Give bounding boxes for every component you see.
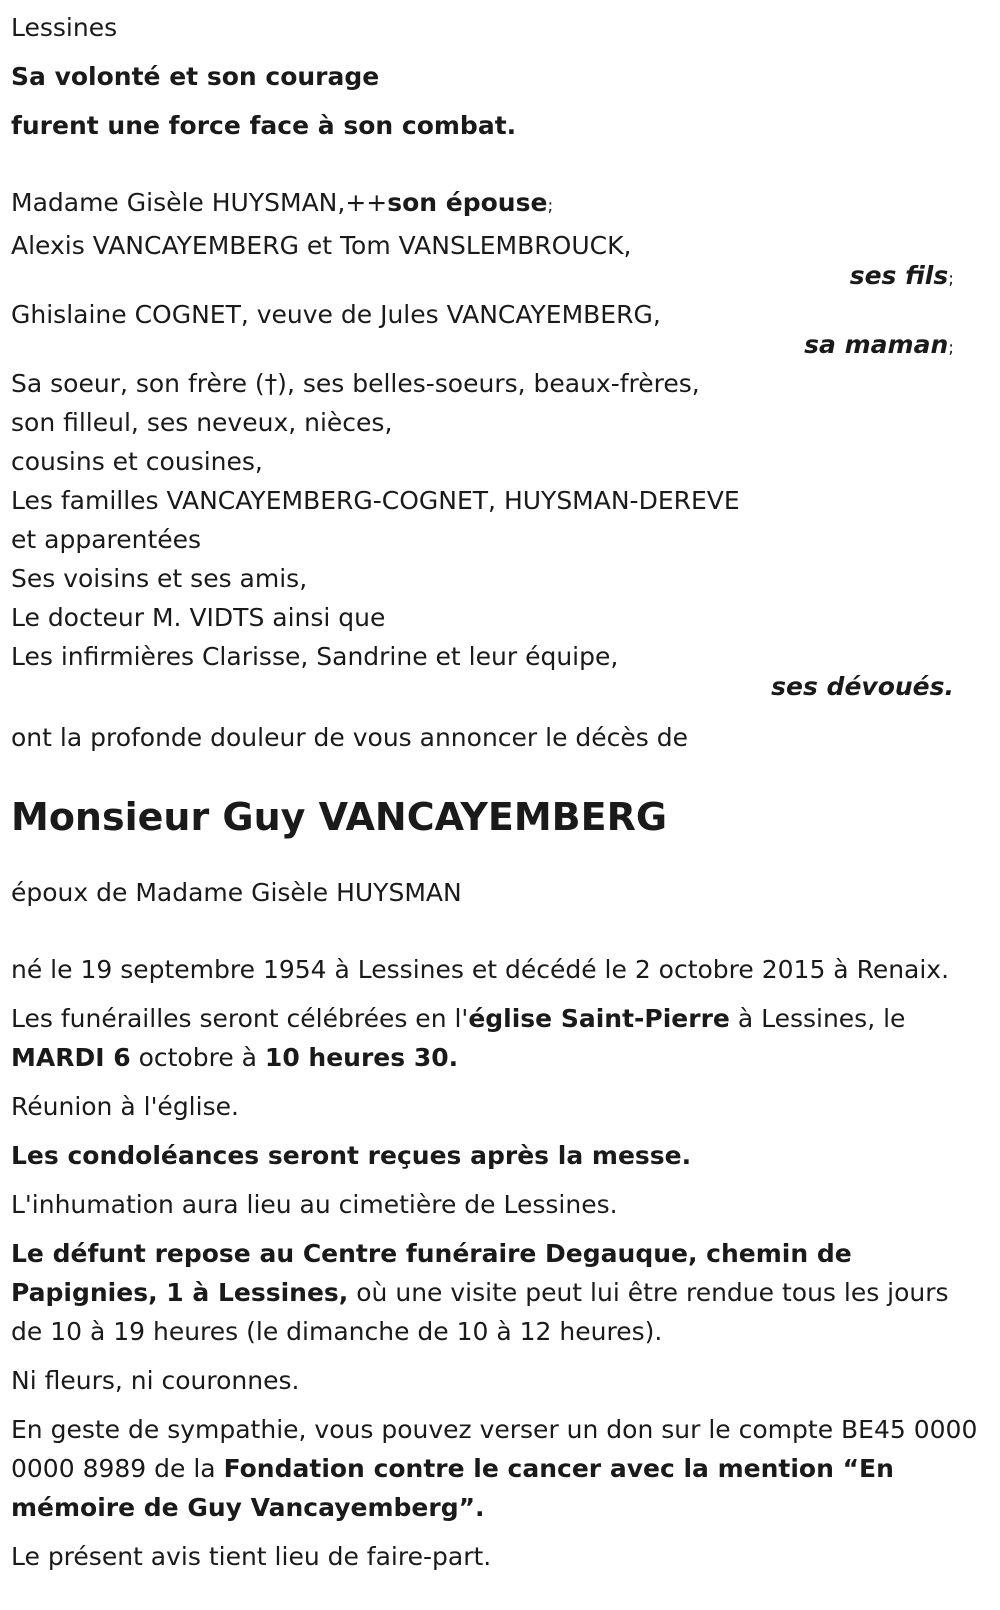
mother-role-line: [11, 330, 990, 359]
funeral-text: à Lessines, le: [729, 1004, 906, 1033]
flowers-text: Ni fleurs, ni couronnes.: [11, 1366, 300, 1395]
rest-paragraph: [11, 1234, 986, 1351]
spouse-name: Madame Gisèle HUYSMAN,++: [11, 188, 388, 217]
funeral-text: Les funérailles seront célébrées en l': [11, 1004, 469, 1033]
donation-text: En geste de sympathie, vous pouvez verser un don sur le compte BE45 0000 0000 8989 de la: [11, 1415, 978, 1483]
birth-death-text: né le 19 septembre 1954 à Lessines et décédé le 2 octobre 2015 à Renaix.: [11, 955, 950, 984]
relatives-line: cousins et cousines,: [11, 447, 263, 476]
separator: ;: [948, 338, 954, 358]
relatives-list: [11, 364, 990, 676]
motto-line-1: Sa volonté et son courage: [11, 62, 380, 91]
meeting-text: Réunion à l'église.: [11, 1092, 239, 1121]
spouse-role: son épouse: [387, 188, 548, 217]
relatives-line: Le docteur M. VIDTS ainsi que: [11, 603, 386, 632]
rest-location: Le défunt repose au Centre funéraire Degauque, chemin de Papignies, 1 à Lessines,: [11, 1239, 852, 1307]
carers-role-line: [11, 672, 990, 701]
church-name: église Saint-Pierre: [468, 1004, 730, 1033]
relatives-line: Ses voisins et ses amis,: [11, 564, 308, 593]
condolences-text: Les condoléances seront reçues après la messe.: [11, 1141, 692, 1170]
funeral-paragraph: [11, 999, 986, 1077]
city-label: Lessines: [11, 13, 118, 42]
relatives-line: Les infirmières Clarisse, Sandrine et leur équipe,: [11, 642, 619, 671]
mother-line: Ghislaine COGNET, veuve de Jules VANCAYEMBERG,: [11, 300, 661, 329]
separator: ;: [547, 196, 554, 216]
relatives-line: et apparentées: [11, 525, 202, 554]
sons-role-line: [11, 261, 990, 290]
spouse-of-text: époux de Madame Gisèle HUYSMAN: [11, 878, 462, 907]
sons-role: ses fils: [849, 261, 949, 290]
donation-paragraph: [11, 1410, 986, 1527]
funeral-time: 10 heures 30.: [264, 1043, 459, 1072]
donation-foundation: Fondation contre le cancer avec la mention “En mémoire de Guy Vancayemberg”.: [11, 1454, 894, 1522]
relatives-line: Sa soeur, son frère (†), ses belles-soeurs, beaux-frères,: [11, 369, 700, 398]
separator: ;: [948, 269, 954, 289]
mother-role: sa maman: [804, 330, 949, 359]
visit-hours: où une visite peut lui être rendue tous les jours de 10 à 19 heures (le dimanche de 10 à 12 heures).: [11, 1278, 949, 1346]
funeral-day: MARDI 6: [11, 1043, 131, 1072]
carers-role: ses dévoués.: [771, 672, 954, 701]
burial-text: L'inhumation aura lieu au cimetière de Lessines.: [11, 1190, 618, 1219]
closing-text: Le présent avis tient lieu de faire-part.: [11, 1542, 492, 1571]
funeral-text: octobre à: [130, 1043, 265, 1072]
spouse-line: [11, 183, 990, 226]
announcement-text: ont la profonde douleur de vous annoncer le décès de: [11, 723, 689, 752]
sons-line: Alexis VANCAYEMBERG et Tom VANSLEMBROUCK,: [11, 231, 632, 260]
motto-line-2: furent une force face à son combat.: [11, 111, 517, 140]
deceased-name: Monsieur Guy VANCAYEMBERG: [11, 795, 668, 839]
relatives-line: Les familles VANCAYEMBERG-COGNET, HUYSMAN-DEREVE: [11, 486, 740, 515]
funeral-details: [11, 999, 986, 1576]
relatives-line: son filleul, ses neveux, nièces,: [11, 408, 393, 437]
